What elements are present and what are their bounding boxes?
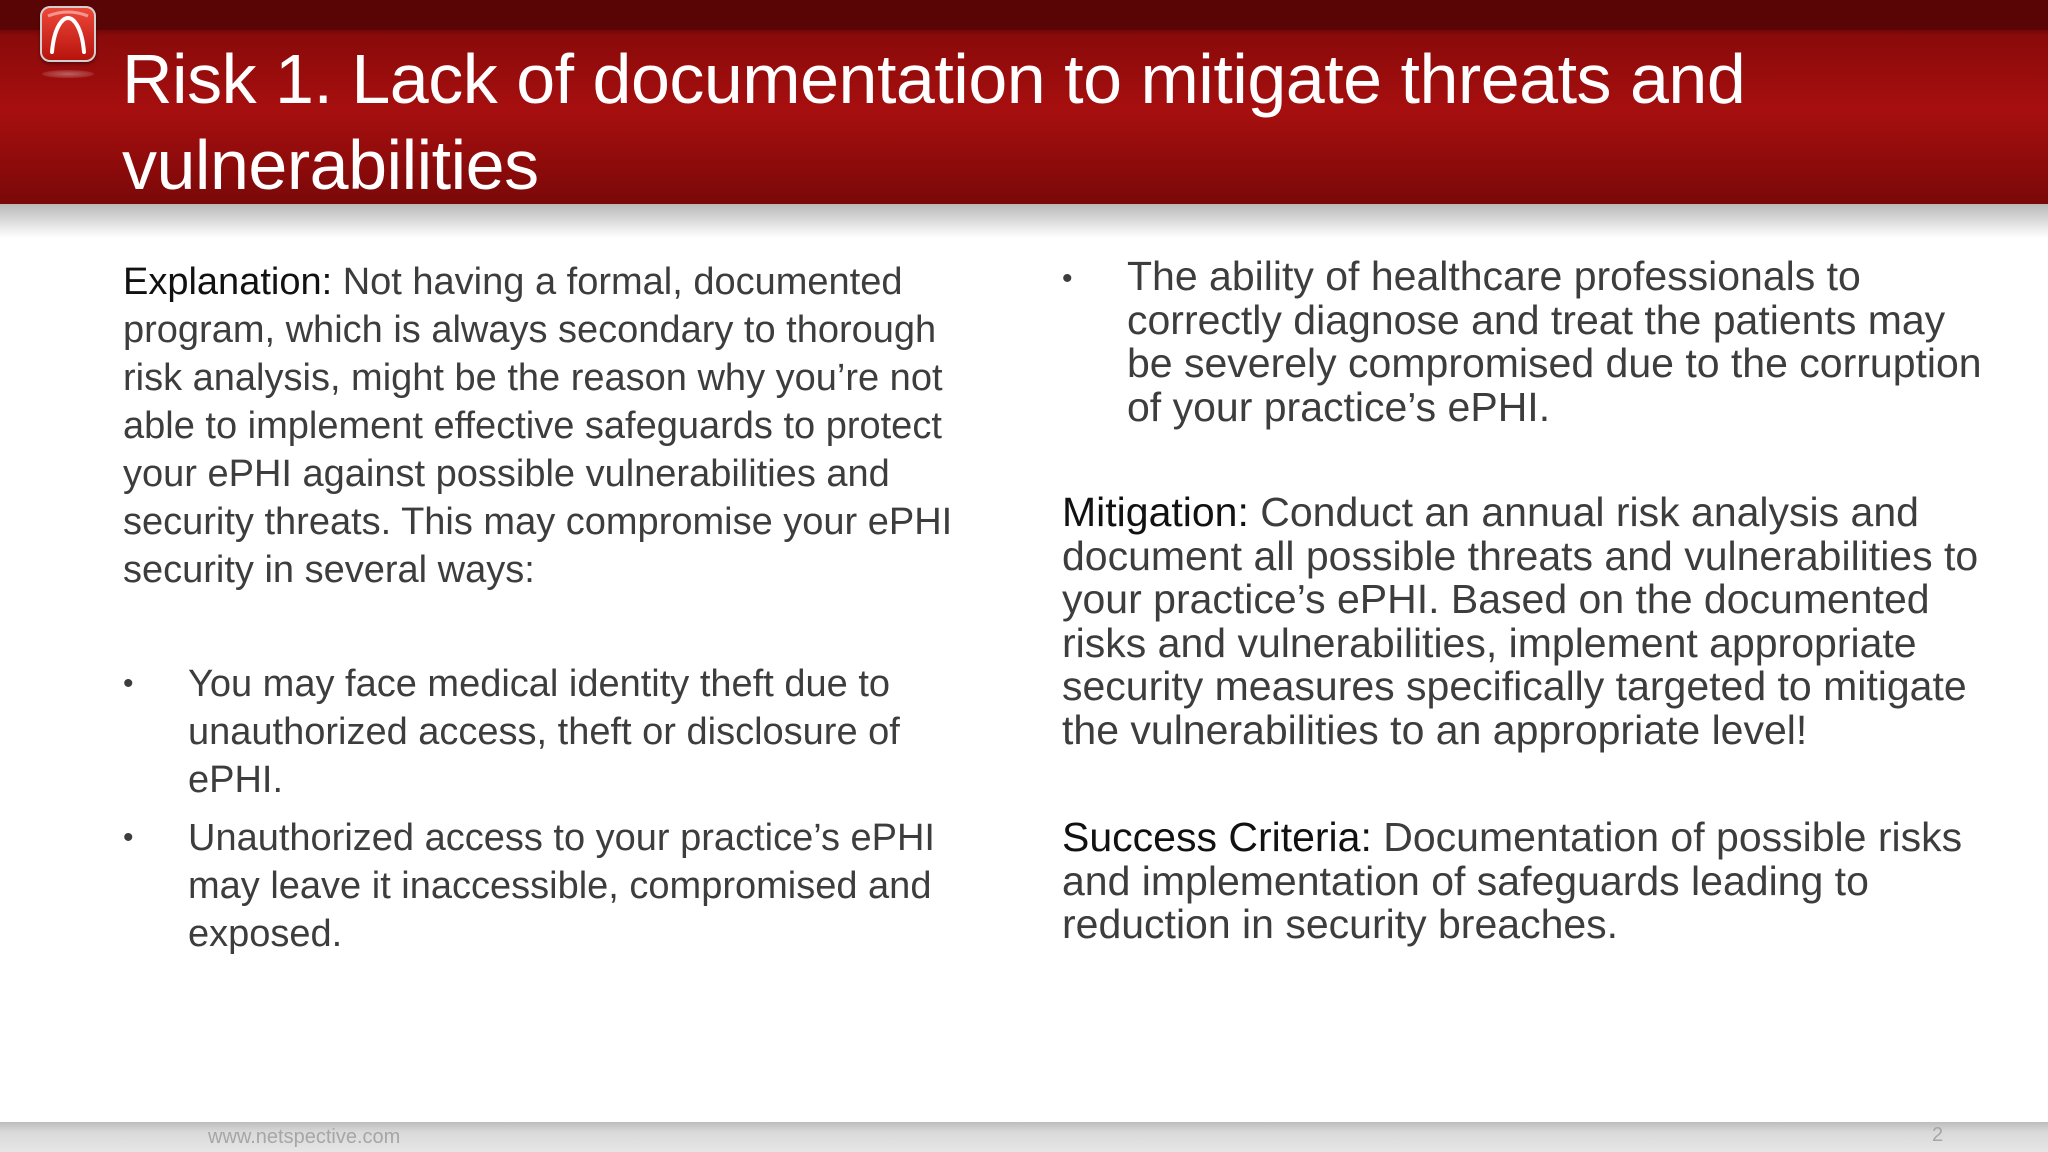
title-banner-shadow [0,204,2048,238]
success-criteria-paragraph [1062,816,1992,947]
right-column [1062,255,1992,947]
explanation-label: Explanation: [123,261,333,303]
bullet-icon: • [1062,262,1073,295]
list-item [123,814,1003,958]
explanation-paragraph [123,258,1003,594]
right-bullet-list [1062,255,1992,429]
left-column [123,258,1003,958]
slide-title: Risk 1. Lack of documentation to mitigate threats and vulnerabilities [122,40,1746,204]
mitigation-label: Mitigation: [1062,489,1249,535]
mitigation-text: Conduct an annual risk analysis and document all possible threats and vulnerabilities to your practice’s ePHI. Based on the documented risks and vulnerabilities, implement appropriate security measures specifically targeted to mitigate the vulnerabilities to an appropriate level! [1062,489,1979,753]
page-number: 2 [1932,1124,1944,1146]
list-item [123,660,1003,804]
mitigation-paragraph [1062,491,1992,752]
logo-reflection [42,70,94,78]
title-banner-top-band [0,0,2048,30]
success-criteria-text: Documentation of possible risks and implementation of safeguards leading to reduction in security breaches. [1062,814,1963,947]
netspective-logo-icon [40,6,96,62]
bullet-text: The ability of healthcare professionals to correctly diagnose and treat the patients may be severely compromised due to the corruption of your practice’s ePHI. [1127,253,1982,430]
list-item [1062,255,1992,429]
bullet-icon: • [123,667,134,700]
explanation-text: Not having a formal, documented program, which is always secondary to thorough risk analysis, might be the reason why you’re not able to implement effective safeguards to protect your ePHI against possible vulnerabilities and security threats. This may compromise your ePHI security in several ways: [123,261,953,591]
success-criteria-label: Success Criteria: [1062,814,1372,860]
footer-url: www.netspective.com [208,1126,401,1148]
logo-arc-icon [40,6,96,62]
bullet-text: Unauthorized access to your practice’s ePHI may leave it inaccessible, compromised and exposed. [188,817,935,955]
left-bullet-list [123,660,1003,958]
bullet-text: You may face medical identity theft due to unauthorized access, theft or disclosure of ePHI. [188,663,900,801]
bullet-icon: • [123,821,134,854]
